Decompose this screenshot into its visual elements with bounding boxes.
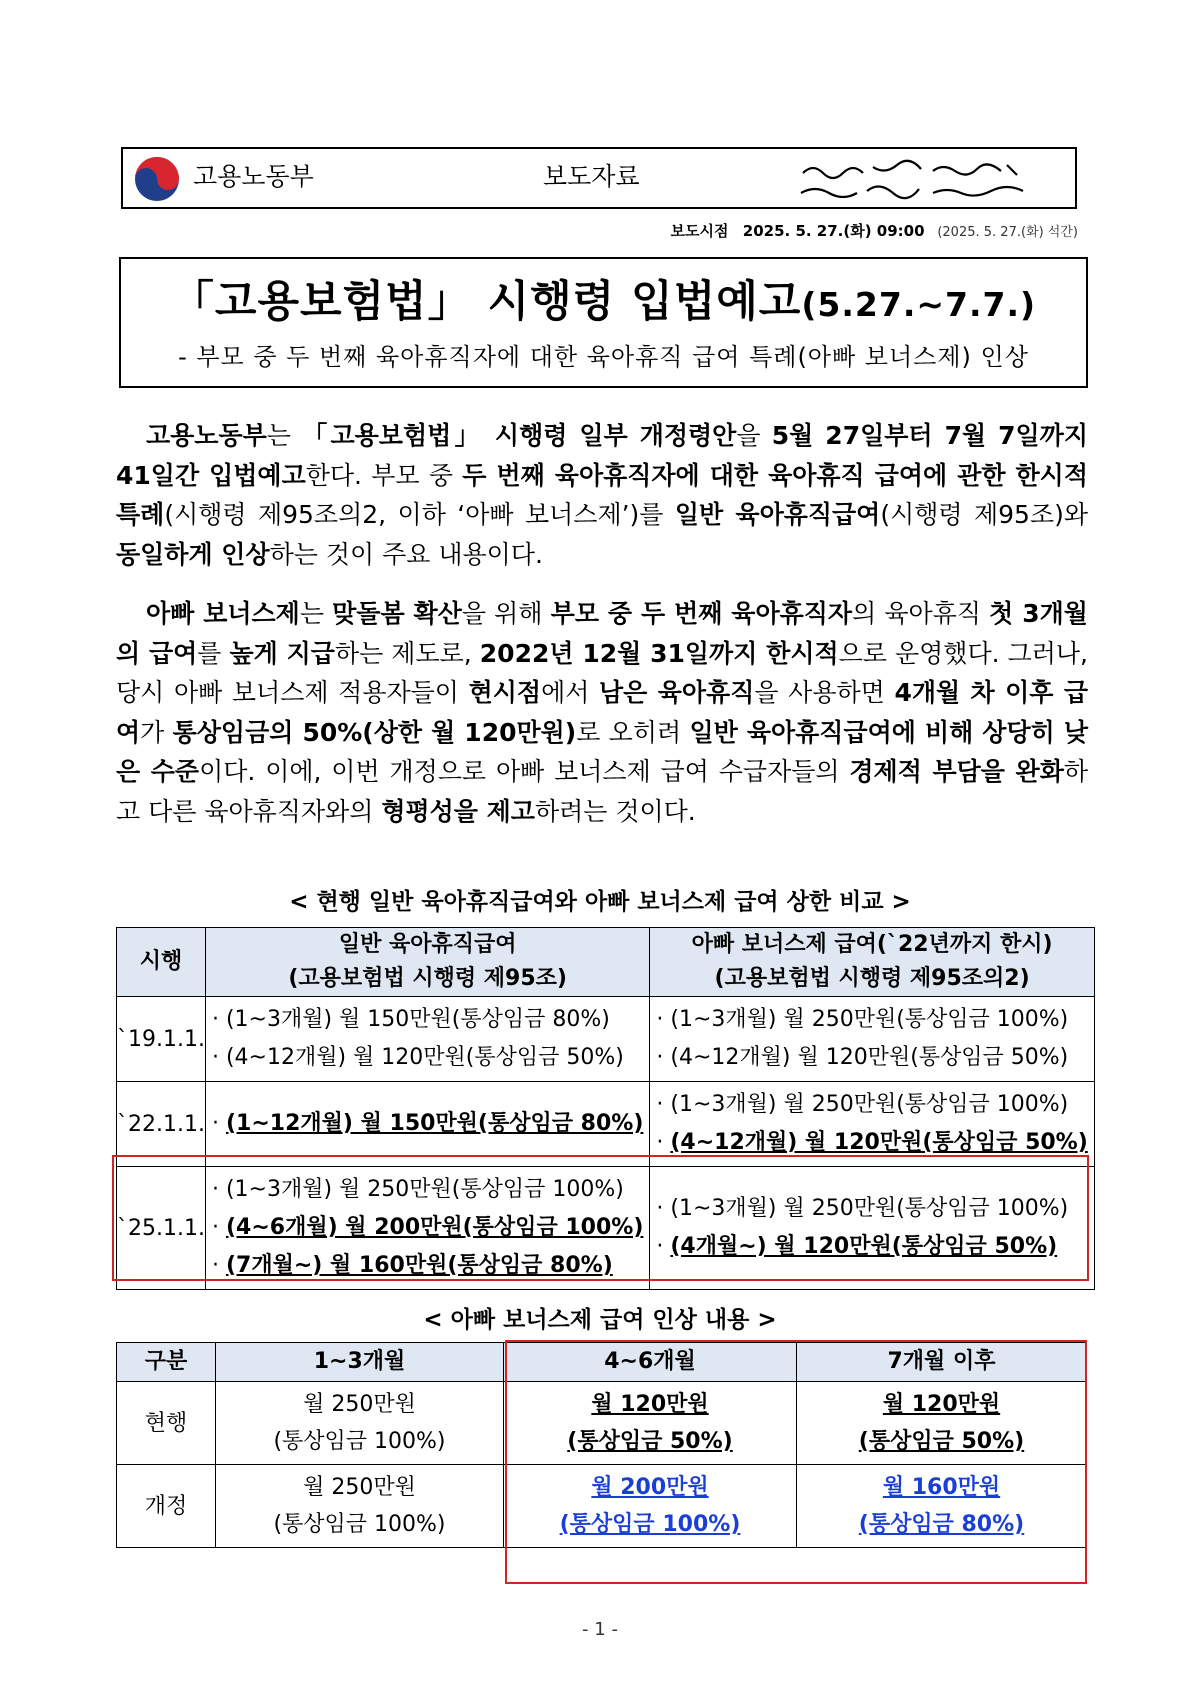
date-cell: `19.1.1. [117, 997, 206, 1082]
p2-text: 첫 3개월의 급여 [116, 599, 1088, 668]
cell-line: · (1~3개월) 월 250만원(통상임금 100%) [656, 1007, 1069, 1032]
table1-caption: < 현행 일반 육아휴직급여와 아빠 보너스제 급여 상한 비교 > [289, 889, 911, 915]
p2-text: 이다. 이에, 이번 개정으로 아빠 보너스제 급여 수급자들의 [199, 757, 850, 786]
bullet: · [211, 1253, 226, 1278]
release-datetime: 2025. 5. 27.(화) 09:00 [742, 222, 925, 240]
header-cell: 7개월 이후 [797, 1343, 1087, 1382]
row-label: 현행 [117, 1382, 216, 1465]
header-cell: 1~3개월 [216, 1343, 504, 1382]
p1-text: 을 [736, 421, 772, 450]
p2-text: 으로 운영했다. 그러나, 당시 아빠 보너스제 적용자들이 [116, 638, 1089, 707]
table2-caption: < 아빠 보너스제 급여 인상 내용 > [423, 1307, 777, 1333]
header-line: 일반 육아휴직급여 [338, 932, 517, 957]
cell-line: (통상임금 100%) [273, 1512, 446, 1537]
p2-text: 하는 제도로, [334, 638, 480, 668]
p1-text: 하는 것이 주요 내용이다. [269, 539, 543, 569]
p1-text: 두 번째 육아휴직자에 대한 육아휴직 급여에 관한 한시적 특례 [116, 460, 1088, 529]
title-period: (5.27.~7.7.) [801, 285, 1037, 324]
header-cell: 시행 [117, 928, 206, 997]
bullet: · [656, 1130, 671, 1155]
p1-text: (시행령 제95조)와 [880, 500, 1089, 529]
p2-text: 경제적 부담을 완화 [849, 757, 1064, 786]
cell-line: 월 250만원 [303, 1475, 416, 1500]
cell-line: (통상임금 80%) [858, 1512, 1025, 1537]
highlight-outline [112, 1155, 1089, 1281]
emphasis-text: (7개월~) 월 160만원(통상임금 80%) [225, 1253, 613, 1278]
title-main: 「고용보험법」 시행령 입법예고 [170, 277, 802, 327]
paragraph-2 [116, 594, 1088, 831]
page-number: - 1 - [582, 1619, 618, 1640]
cell-line [212, 1105, 643, 1143]
bullet: · [656, 1234, 671, 1259]
cell-line: 월 160만원 [882, 1475, 1001, 1500]
ministry-logo-icon [133, 155, 181, 203]
doc-type: 보도자료 [543, 162, 640, 191]
cell-line: 월 250만원 [303, 1392, 416, 1417]
page-subtitle: - 부모 중 두 번째 육아휴직자에 대한 육아휴직 급여 특례(아빠 보너스제) 인상 [178, 343, 1029, 371]
bullet: · [211, 1215, 226, 1240]
p2-text: 남은 육아휴직 [599, 678, 755, 707]
header-cell [205, 928, 649, 997]
p1-text: 는 [266, 421, 303, 450]
cell-line: · (1~3개월) 월 250만원(통상임금 100%) [656, 1196, 1069, 1221]
cell-line: (통상임금 50%) [858, 1429, 1025, 1454]
p1-text: 동일하게 인상 [116, 539, 270, 569]
cell-line: · (1~3개월) 월 250만원(통상임금 100%) [656, 1092, 1069, 1117]
p1-text: 한다. 부모 중 [305, 460, 463, 490]
header-line: (고용보험법 시행령 제95조) [288, 966, 567, 991]
p2-text: 형평성을 제고 [381, 796, 535, 826]
emphasis-text: (4~12개월) 월 120만원(통상임금 50%) [670, 1130, 1088, 1155]
p2-text: 높게 지급 [229, 638, 335, 668]
cell-line: 월 120만원 [591, 1392, 709, 1417]
emphasis-text: (4~6개월) 월 200만원(통상임금 100%) [225, 1215, 644, 1240]
p2-text: 의 육아휴직 [852, 599, 990, 628]
table-row [117, 997, 1095, 1082]
highlight-outline [505, 1340, 1087, 1584]
p2-text: 로 오히려 [576, 717, 690, 747]
table-header-row [117, 928, 1095, 997]
cell-line: · (1~3개월) 월 250만원(통상임금 100%) [211, 1177, 624, 1202]
org-name: 고용노동부 [193, 162, 314, 191]
row-label: 개정 [117, 1465, 216, 1548]
cell-line: · (4~12개월) 월 120만원(통상임금 50%) [211, 1045, 624, 1070]
p2-text: 는 [299, 599, 333, 628]
cell-line: (통상임금 50%) [567, 1429, 733, 1454]
cell-line: · (1~3개월) 월 150만원(통상임금 80%) [211, 1007, 610, 1032]
p1-text: 5월 27일부터 7월 7일까지 41일간 입법예고 [116, 421, 1088, 490]
table-cell [216, 1465, 504, 1548]
date-cell: `22.1.1. [117, 1082, 206, 1167]
p1-text: 고용노동부 [146, 421, 267, 450]
p2-text: 하려는 것이다. [534, 796, 696, 826]
p2-text: 을 사용하면 [754, 678, 895, 707]
p2-text: 에서 [541, 678, 600, 707]
title-box [119, 257, 1088, 388]
bonus-cell [650, 1082, 1094, 1167]
release-note: (2025. 5. 27.(화) 석간) [937, 225, 1078, 240]
header-line: 아빠 보너스제 급여(`22년까지 한시) [691, 932, 1053, 957]
p2-text: 일반 육아휴직급여에 비해 상당히 낮은 수준 [116, 717, 1088, 786]
header-cell: 4~6개월 [504, 1343, 797, 1382]
p2-text: 2022년 12월 31일까지 한시적 [479, 638, 839, 668]
p2-text: 현시점 [468, 678, 542, 707]
header-bar [121, 147, 1077, 209]
cell-line: (통상임금 100%) [559, 1512, 741, 1537]
date-cell: `25.1.1. [117, 1167, 206, 1290]
bonus-cell [650, 997, 1094, 1082]
cell-line: 월 120만원 [882, 1392, 1001, 1417]
p2-text: 를 [197, 638, 230, 668]
header-line: (고용보험법 시행령 제95조의2) [714, 966, 1030, 991]
p1-text: (시행령 제95조의2, 이하 ‘아빠 보너스제’)를 [164, 500, 675, 529]
p1-text: 일반 육아휴직급여 [674, 500, 881, 529]
header-cell: 구분 [117, 1343, 216, 1382]
header-cell [650, 928, 1094, 997]
p1-text: 「고용보험법」 시행령 일부 개정령안 [302, 421, 737, 450]
page-title [121, 273, 1086, 334]
emphasis-text: (1~12개월) 월 150만원(통상임금 80%) [225, 1111, 644, 1136]
p2-text: 부모 중 두 번째 육아휴직자 [550, 599, 853, 628]
p2-text: 4개월 차 이후 급여 [116, 678, 1088, 747]
general-cell [205, 1082, 649, 1167]
p2-text: 통상임금의 50%(상한 월 120만원) [172, 717, 577, 747]
slogan-calligraphy [793, 153, 1053, 205]
p2-text: 아빠 보너스제 [146, 599, 300, 628]
table-row [117, 1082, 1095, 1167]
p2-text: 가 [140, 717, 173, 747]
p2-text: 맞돌봄 확산 [332, 599, 462, 628]
release-label: 보도시점 [670, 222, 729, 240]
table-cell [216, 1382, 504, 1465]
p2-text: 을 위해 [461, 599, 551, 628]
emphasis-text: (4개월~) 월 120만원(통상임금 50%) [670, 1234, 1058, 1259]
bullet: · [211, 1111, 226, 1136]
cell-line: (통상임금 100%) [273, 1429, 446, 1454]
p2-text: 하고 다른 육아휴직자와의 [116, 757, 1089, 826]
cell-line: · (4~12개월) 월 120만원(통상임금 50%) [656, 1045, 1069, 1070]
paragraph-1 [116, 416, 1088, 574]
general-cell [205, 997, 649, 1082]
release-time [0, 220, 1078, 244]
cell-line: 월 200만원 [591, 1475, 709, 1500]
